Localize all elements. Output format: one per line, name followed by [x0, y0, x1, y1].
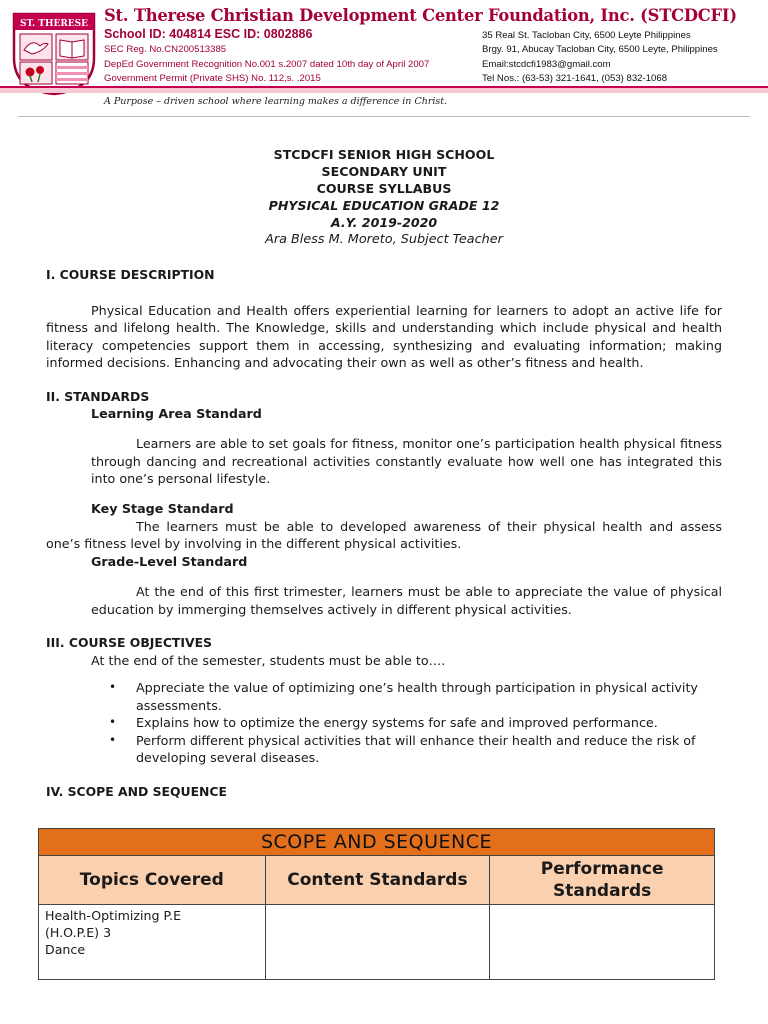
bullet-icon: • [109, 715, 117, 730]
column-header-content: Content Standards [265, 856, 490, 905]
telephone: Tel Nos.: (63-53) 321-1641, (053) 832-1068 [482, 72, 668, 84]
list-item [109, 732, 722, 767]
table-title: SCOPE AND SEQUENCE [39, 829, 715, 856]
column-header-performance: Performance Standards [490, 856, 715, 905]
course-description-heading: I. COURSE DESCRIPTION [46, 267, 215, 282]
objectives-list [109, 679, 722, 767]
organization-name: St. Therese Christian Development Center Foundation, Inc. (STCDCFI) [104, 6, 737, 25]
topic-line: Health-Optimizing P.E [45, 908, 182, 923]
title-subject: PHYSICAL EDUCATION GRADE 12 [268, 198, 500, 213]
scope-sequence-table [38, 828, 715, 980]
address-2: Brgy. 91, Abucay Tacloban City, 6500 Leyte, Philippines [482, 44, 718, 56]
title-syllabus: COURSE SYLLABUS [316, 181, 452, 196]
school-logo [10, 8, 98, 96]
cell-topics [39, 905, 266, 980]
title-school: STCDCFI SENIOR HIGH SCHOOL [273, 147, 495, 162]
objectives-intro: At the end of the semester, students must be able to…. [91, 652, 446, 668]
table-row [39, 905, 715, 980]
title-year: A.Y. 2019-2020 [330, 215, 438, 230]
list-item [109, 714, 722, 732]
standards-heading: II. STANDARDS [46, 388, 150, 404]
topic-line: Dance [45, 942, 86, 957]
grade-level-heading: Grade-Level Standard [91, 553, 248, 569]
course-description-text: Physical Education and Health offers experiential learning for learners to adopt an active life for fitness and lifelong health. The Knowledge, skills and understanding which include physical and health literacy competencies support them in accessing, synthesizing and evaluating information; making informed decisions. Enhancing and advocating their own as well as other’s fitness and health. [46, 302, 722, 370]
objective-text: Appreciate the value of optimizing one’s health through participation in physical activity assessments. [136, 680, 698, 713]
school-tagline: A Purpose – driven school where learning makes a difference in Christ. [104, 96, 448, 107]
bullet-icon: • [109, 680, 117, 695]
grade-level-text: At the end of this first trimester, learners must be able to appreciate the value of physical education by immerging themselves actively in different physical activities. [91, 584, 722, 617]
learning-area-text: Learners are able to set goals for fitness, monitor one’s participation health physical fitness through dancing and recreational activities constantly evaluate how well one has integrated this into one’s personal lifestyle. [91, 436, 722, 487]
school-id: School ID: 404814 ESC ID: 0802886 [104, 27, 313, 41]
table-title-row [39, 829, 715, 856]
letterhead-band [0, 88, 768, 93]
letterhead-divider [18, 116, 750, 117]
objective-text: Perform different physical activities that will enhance their health and reduce the risk of developing several diseases. [136, 732, 696, 766]
email: Email:stcdcfi1983@gmail.com [482, 58, 611, 70]
registration-info [104, 43, 474, 87]
column-header-topics: Topics Covered [39, 856, 266, 905]
bullet-icon: • [109, 732, 117, 747]
course-objectives-heading: III. COURSE OBJECTIVES [46, 635, 212, 651]
title-unit: SECONDARY UNIT [321, 164, 447, 179]
cell-content-standards [265, 905, 490, 980]
contact-info [482, 29, 764, 86]
scope-heading: IV. SCOPE AND SEQUENCE [46, 783, 227, 799]
address-1: 35 Real St. Tacloban City, 6500 Leyte Philippines [482, 30, 691, 41]
objective-text: Explains how to optimize the energy systems for safe and improved performance. [136, 715, 658, 731]
table-header-row [39, 856, 715, 905]
topic-line: (H.O.P.E) 3 [45, 925, 112, 940]
document-title [0, 146, 768, 248]
key-stage-heading: Key Stage Standard [91, 501, 234, 517]
key-stage-text: The learners must be able to developed awareness of their physical health and assess one’s fitness level by involving in the different physical activities. [46, 518, 722, 552]
deped-recognition: DepEd Government Recognition No.001 s.2007 dated 10th day of April 2007 [104, 58, 430, 70]
sec-registration: SEC Reg. No.CN200513385 [104, 44, 227, 55]
cell-performance-standards [490, 905, 715, 980]
government-permit: Government Permit (Private SHS) No. 112,s. .2015 [104, 73, 321, 84]
title-teacher: Ara Bless M. Moreto, Subject Teacher [265, 232, 503, 247]
learning-area-heading: Learning Area Standard [91, 406, 262, 421]
logo-lettering: ST. THERESE [19, 19, 89, 29]
list-item [109, 679, 722, 714]
letterhead [0, 0, 768, 120]
syllabus-body [46, 266, 722, 800]
